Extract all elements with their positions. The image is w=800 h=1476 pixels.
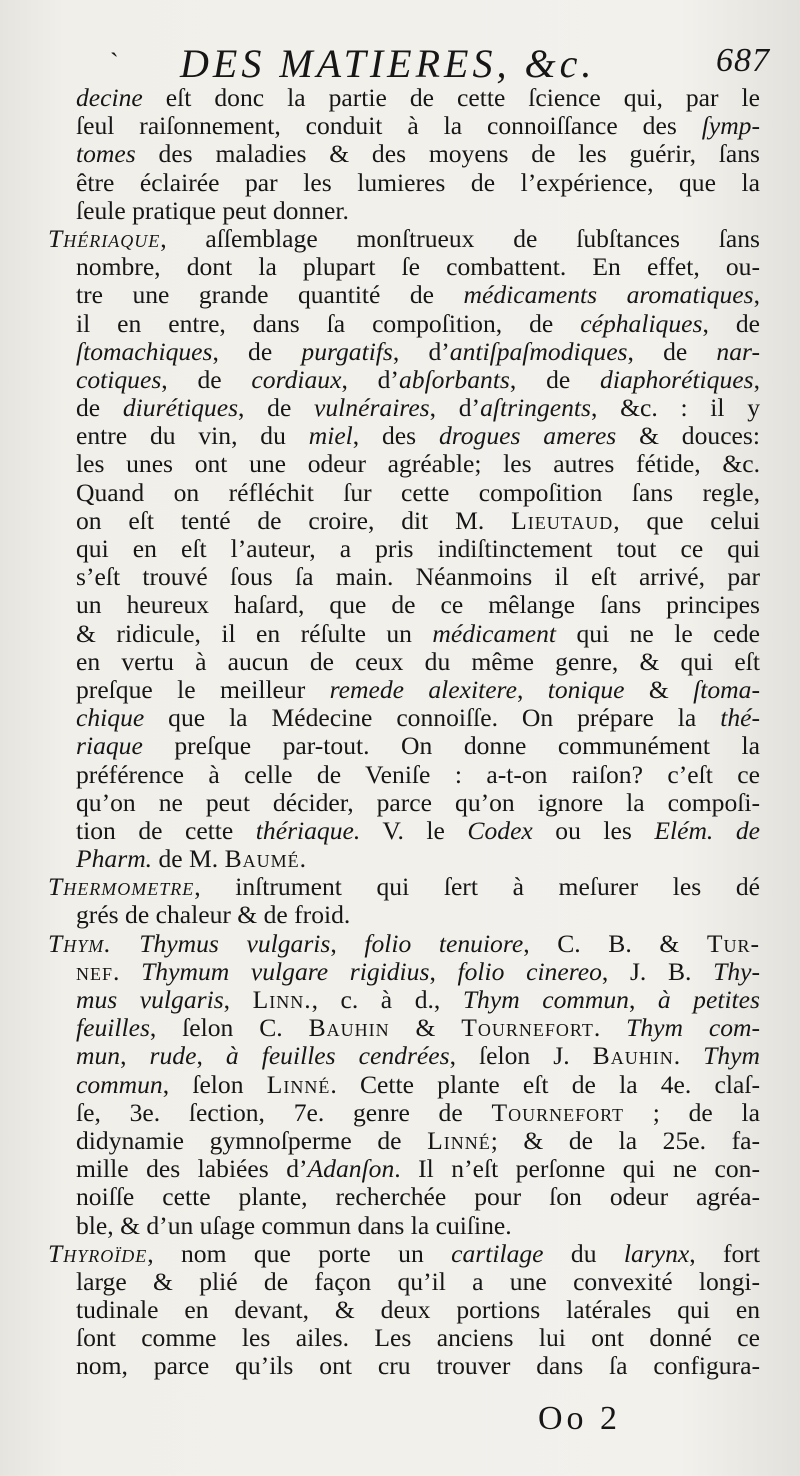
text-line: s’eſt trouvé ſous ſa main. Néanmoins il eſt arrivé, par <box>76 563 760 592</box>
text-line: tudinale en devant, & deux portions latérales qui en <box>76 1296 760 1325</box>
text-line: didynamie gymnoſperme de Linné; & de la 25e. fa- <box>76 1126 760 1155</box>
text-line: Thym. Thymus vulgaris, folio tenuiore, C. B. & Tur- <box>48 929 760 958</box>
text-line: on eſt tenté de croire, dit M. Lieutaud, que celui <box>76 506 760 535</box>
text-line: preſque le meilleur remede alexitere, tonique & ſtoma- <box>76 675 760 704</box>
text-line: noiſſe cette plante, recherchée pour ſon odeur agréa- <box>76 1183 760 1212</box>
text-line: Quand on réfléchit ſur cette compoſition ſans regle, <box>76 478 760 507</box>
text-line: tion de cette thériaque. V. le Codex ou les Elém. de <box>76 816 760 845</box>
text-line: feuilles, ſelon C. Bauhin & Tournefort. Thym com- <box>76 1014 760 1043</box>
text-line: mun, rude, à feuilles cendrées, ſelon J. Bauhin. Thym <box>76 1042 760 1071</box>
text-line: grés de chaleur & de froid. <box>76 901 351 930</box>
text-line: un heureux haſard, que de ce mêlange ſans principes <box>76 591 760 620</box>
text-line: decine eſt donc la partie de cette ſcience qui, par le <box>76 84 760 112</box>
text-line: ſont comme les ailes. Les anciens lui ont donné ce <box>76 1324 760 1353</box>
text-line: cotiques, de cordiaux, d’abſorbants, de diaphorétiques, <box>76 365 760 394</box>
text-line: tre une grande quantité de médicaments aromatiques, <box>76 281 760 310</box>
signature-mark: Oo 2 <box>538 1400 622 1437</box>
text-line: & ridicule, il en réſulte un médicament qui ne le cede <box>76 619 760 648</box>
text-line: commun, ſelon Linné. Cette plante eſt de la 4e. claſ- <box>76 1070 760 1099</box>
text-line: qui en eſt l’auteur, a pris indiſtinctement tout ce qui <box>76 535 760 563</box>
text-line: être éclairée par les lumieres de l’expérience, que la <box>76 168 760 197</box>
text-line: Thermometre, inſtrument qui ſert à meſurer les dé <box>48 873 760 902</box>
text-line: ſeule pratique peut donner. <box>76 196 349 225</box>
text-line: nombre, dont la plupart ſe combattent. En effet, ou- <box>76 253 760 282</box>
text-line: nom, parce qu’ils ont cru trouver dans ſa configura- <box>76 1352 760 1381</box>
running-title: DES MATIERES, &c. <box>180 41 596 86</box>
text-line: entre du vin, du miel, des drogues ameres & douces: <box>76 422 760 451</box>
page-number: 687 <box>716 42 770 79</box>
page-body-text <box>48 84 760 1381</box>
text-line: Pharm. de M. Baumé. <box>76 845 307 874</box>
text-line: préférence à celle de Veniſe : a-t-on raiſon? c’eſt ce <box>76 760 760 789</box>
header-mark: ` <box>110 48 119 77</box>
text-line: mus vulgaris, Linn., c. à d., Thym commun, à petites <box>76 986 760 1014</box>
text-line: tomes des maladies & des moyens de les guérir, ſans <box>76 140 760 169</box>
text-line: ble, & d’un uſage commun dans la cuiſine. <box>76 1211 512 1240</box>
text-line: ſe, 3e. ſection, 7e. genre de Tournefort ; de la <box>76 1098 760 1127</box>
text-line: qu’on ne peut décider, parce qu’on ignore la compoſi- <box>76 788 760 817</box>
text-line: ſtomachiques, de purgatifs, d’antiſpaſmodiques, de nar- <box>76 337 760 366</box>
text-line: large & plié de façon qu’il a une convexité longi- <box>76 1267 760 1296</box>
text-line: Thériaque, aſſemblage monſtrueux de ſubſtances ſans <box>48 224 760 253</box>
text-line: mille des labiées d’Adanſon. Il n’eſt perſonne qui ne con- <box>76 1155 760 1184</box>
text-line: les unes ont une odeur agréable; les autres fétide, &c. <box>76 450 760 479</box>
text-line: riaque preſque par-tout. On donne communément la <box>76 732 760 761</box>
text-line: ſeul raiſonnement, conduit à la connoiſſance des ſymp- <box>76 112 760 141</box>
text-line: nef. Thymum vulgare rigidius, folio cinereo, J. B. Thy- <box>76 957 760 986</box>
running-header <box>110 40 770 90</box>
text-line: Thyroïde, nom que porte un cartilage du larynx, fort <box>48 1239 760 1268</box>
text-line: chique que la Médecine connoiſſe. On prépare la thé- <box>76 704 760 733</box>
text-line: en vertu à aucun de ceux du même genre, & qui eſt <box>76 647 760 676</box>
text-line: il en entre, dans ſa compoſition, de céphaliques, de <box>76 309 760 338</box>
text-line: de diurétiques, de vulnéraires, d’aſtringents, &c. : il y <box>76 394 760 423</box>
